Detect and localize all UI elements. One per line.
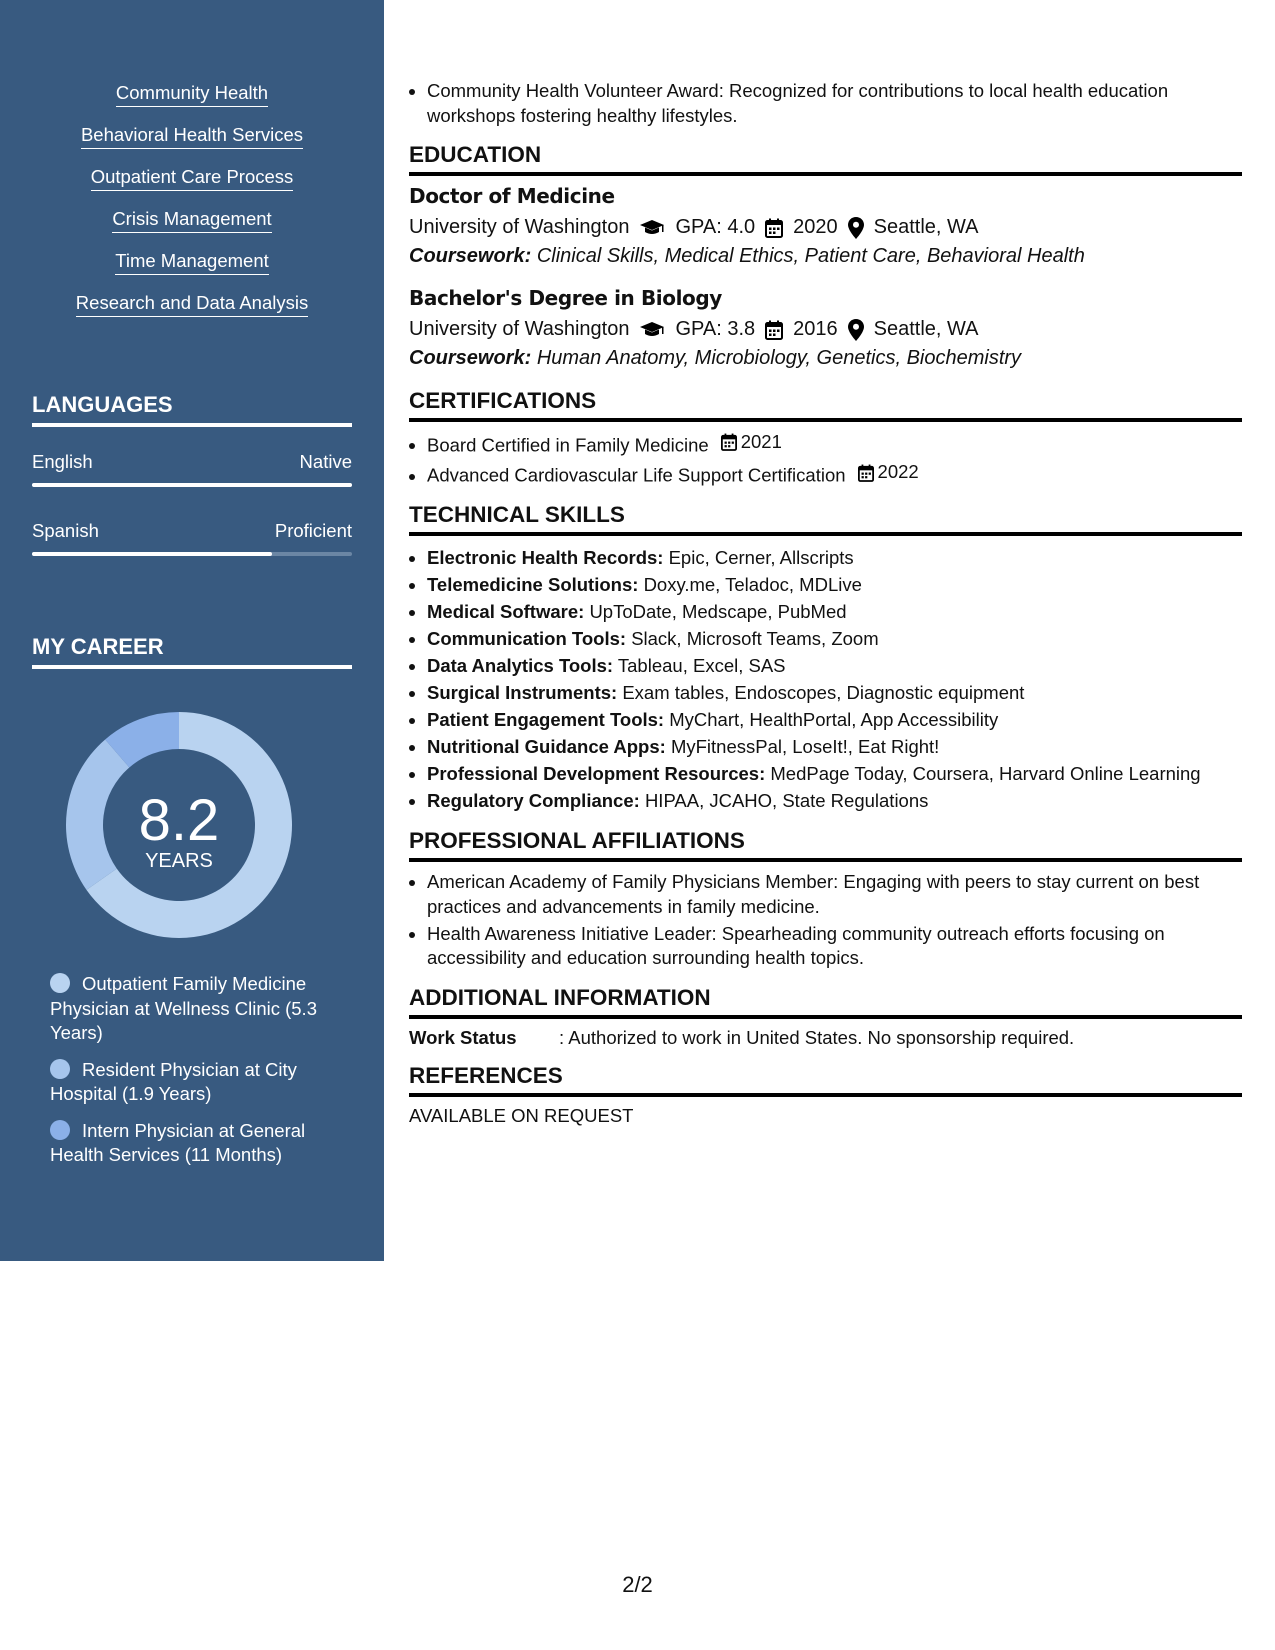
sidebar (0, 0, 384, 1261)
skill-values: Epic, Cerner, Allscripts (668, 547, 854, 568)
calendar-icon (721, 433, 737, 451)
graduation-cap-icon (639, 218, 665, 238)
graduation-year: 2020 (793, 216, 838, 238)
technical-skill-item (427, 598, 1242, 625)
school-location: Seattle, WA (873, 318, 979, 340)
skill-category: Medical Software: (427, 601, 585, 622)
technical-skill-item (427, 733, 1242, 760)
coursework: Clinical Skills, Medical Ethics, Patient Care, Behavioral Health (536, 245, 1085, 267)
skill-category: Telemedicine Solutions: (427, 574, 639, 595)
career-total-unit: YEARS (145, 850, 213, 872)
award-item: • Community Health Volunteer Award: Recognized for contributions to local health education workshops fostering healthy lifestyles. (427, 79, 1242, 128)
language-bar (32, 483, 352, 487)
technical-skills-heading: TECHNICAL SKILLS (409, 502, 1242, 536)
language-level: Native (299, 451, 352, 472)
skill-category: Surgical Instruments: (427, 682, 618, 703)
language-name: English (32, 451, 93, 472)
technical-skill-item (427, 571, 1242, 598)
skill-category: Nutritional Guidance Apps: (427, 736, 666, 757)
donut-segment (66, 739, 129, 889)
skill-values: MyFitnessPal, LoseIt!, Eat Right! (670, 736, 940, 757)
technical-skill-item (427, 625, 1242, 652)
skill-link[interactable]: Outpatient Care Process (91, 166, 294, 191)
career-donut-chart (66, 712, 292, 938)
location-pin-icon (848, 319, 864, 341)
calendar-icon (858, 464, 874, 482)
skill-values: MedPage Today, Coursera, Harvard Online Learning (770, 763, 1201, 784)
coursework-label: Coursework: (409, 347, 532, 369)
calendar-icon (765, 218, 783, 238)
career-item (50, 1119, 350, 1168)
references-text: AVAILABLE ON REQUEST (409, 1104, 634, 1126)
career-item (50, 972, 350, 1046)
school-location: Seattle, WA (873, 216, 979, 238)
legend-dot (50, 1059, 70, 1079)
gpa: GPA: 4.0 (675, 216, 756, 238)
location-pin-icon (848, 217, 864, 239)
skill-link[interactable]: Research and Data Analysis (76, 292, 308, 317)
affiliation-item: • American Academy of Family Physicians Member: Engaging with peers to stay current on best practices and advancements in family medicine. (427, 870, 1242, 919)
skill-link[interactable]: Behavioral Health Services (81, 124, 303, 149)
skill-values: UpToDate, Medscape, PubMed (589, 601, 847, 622)
skill-values: MyChart, HealthPortal, App Accessibility (669, 709, 999, 730)
skill-category: Data Analytics Tools: (427, 655, 614, 676)
skill-category: Communication Tools: (427, 628, 627, 649)
award-list (409, 79, 1242, 128)
degree-title: Bachelor's Degree in Biology (409, 286, 722, 310)
graduation-cap-icon (639, 320, 665, 340)
certification-name: Advanced Cardiovascular Life Support Certification (427, 464, 846, 486)
skill-link[interactable]: Community Health (116, 82, 268, 107)
skill-category: Electronic Health Records: (427, 547, 664, 568)
technical-skill-item (427, 544, 1242, 571)
technical-skill-item (427, 787, 1242, 814)
languages-heading: LANGUAGES (32, 392, 352, 427)
skill-link[interactable]: Time Management (115, 250, 269, 275)
certifications-list (409, 430, 1242, 488)
additional-info-heading: ADDITIONAL INFORMATION (409, 985, 1242, 1019)
language-bar-fill (32, 483, 352, 487)
skill-values: Doxy.me, Teladoc, MDLive (643, 574, 862, 595)
certification-name: Board Certified in Family Medicine (427, 434, 709, 456)
certification-item (427, 430, 1242, 458)
career-item-label: Intern Physician at General Health Services (11 Months) (50, 1119, 306, 1165)
career-item (50, 1058, 350, 1107)
language-bar-fill (32, 552, 272, 556)
technical-skill-item (427, 679, 1242, 706)
career-total-value: 8.2 (138, 788, 220, 853)
skill-link[interactable]: Crisis Management (112, 208, 271, 233)
language-bar (32, 552, 352, 556)
education-entry (409, 184, 1242, 268)
skill-values: HIPAA, JCAHO, State Regulations (644, 790, 929, 811)
language-level: Proficient (274, 520, 352, 541)
affiliations-heading: PROFESSIONAL AFFILIATIONS (409, 828, 1242, 862)
language-spanish (32, 520, 352, 556)
education-entry (409, 286, 1242, 370)
career-item-label: Outpatient Family Medicine Physician at Wellness Clinic (5.3 Years) (50, 973, 317, 1043)
graduation-year: 2016 (793, 318, 838, 340)
skill-values: Slack, Microsoft Teams, Zoom (631, 628, 879, 649)
coursework-label: Coursework: (409, 245, 532, 267)
skill-category: Patient Engagement Tools: (427, 709, 665, 730)
skill-category: Regulatory Compliance: (427, 790, 640, 811)
technical-skill-item (427, 652, 1242, 679)
technical-skill-item (427, 706, 1242, 733)
career-legend (50, 972, 350, 1180)
references-heading: REFERENCES (409, 1063, 1242, 1097)
school-name: University of Washington (409, 318, 630, 340)
skills-list (0, 82, 384, 334)
gpa: GPA: 3.8 (675, 318, 756, 340)
affiliation-item: • Health Awareness Initiative Leader: Spearheading community outreach efforts focusing on accessibility and education surrounding health topics. (427, 922, 1242, 971)
technical-skills-list (409, 544, 1242, 814)
career-heading: MY CAREER (32, 634, 352, 669)
language-english (32, 451, 352, 487)
certification-year: 2021 (740, 431, 782, 452)
language-name: Spanish (32, 520, 99, 541)
skill-values: Tableau, Excel, SAS (617, 655, 786, 676)
certification-year: 2022 (877, 461, 919, 483)
skill-values: Exam tables, Endoscopes, Diagnostic equipment (622, 682, 1025, 703)
degree-title: Doctor of Medicine (409, 184, 615, 208)
page-number: 2/2 (622, 1572, 653, 1597)
work-status-label: Work Status (409, 1026, 517, 1048)
work-status-value: : Authorized to work in United States. No sponsorship required. (559, 1026, 1075, 1048)
certifications-heading: CERTIFICATIONS (409, 388, 1242, 422)
education-heading: EDUCATION (409, 142, 1242, 176)
work-status-row (409, 1027, 1242, 1049)
school-name: University of Washington (409, 216, 630, 238)
affiliations-list (409, 870, 1242, 971)
skill-category: Professional Development Resources: (427, 763, 766, 784)
certification-item (427, 460, 1242, 488)
career-item-label: Resident Physician at City Hospital (1.9 Years) (50, 1058, 297, 1104)
main-content (409, 79, 1242, 1127)
legend-dot (50, 1120, 70, 1140)
legend-dot (50, 973, 70, 993)
technical-skill-item (427, 760, 1242, 787)
calendar-icon (765, 320, 783, 340)
coursework: Human Anatomy, Microbiology, Genetics, Biochemistry (536, 347, 1022, 369)
